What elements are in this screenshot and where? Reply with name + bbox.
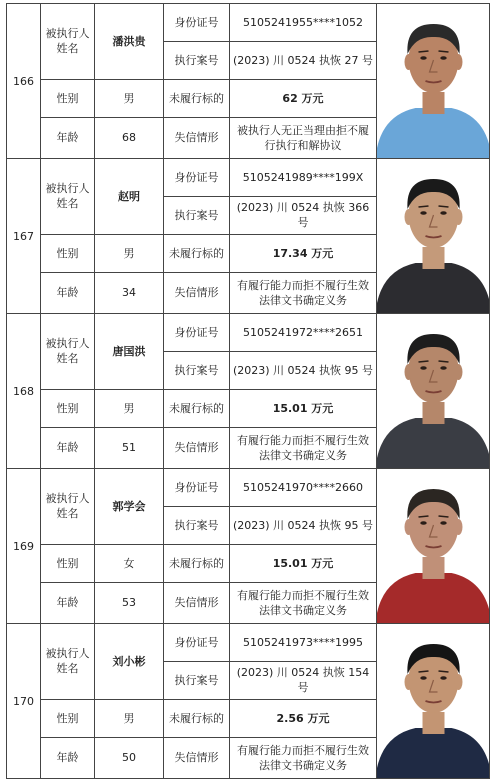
amount-value — [230, 79, 377, 117]
portrait-eye — [420, 521, 426, 525]
person-name-text: 刘小彬 — [112, 654, 146, 668]
name-label-text: 被执行人 姓名 — [45, 337, 90, 366]
record-number-text: 170 — [13, 694, 34, 708]
age-value-text: 34 — [122, 286, 136, 300]
portrait-image — [377, 624, 489, 778]
case-label — [164, 661, 230, 699]
portrait-brow — [439, 206, 449, 207]
situation-label-text: 失信情形 — [174, 131, 219, 145]
situation-value — [230, 737, 377, 778]
case-label-text: 执行案号 — [174, 673, 219, 687]
situation-value — [230, 427, 377, 468]
id-label-text: 身份证号 — [174, 325, 219, 339]
amount-value-text: 2.56 万元 — [276, 711, 330, 725]
record-row — [7, 624, 490, 662]
amount-value — [230, 544, 377, 582]
gender-value-text: 女 — [123, 556, 135, 570]
record-number — [7, 624, 41, 779]
portrait-ear — [455, 519, 463, 535]
situation-label-text: 失信情形 — [174, 596, 219, 610]
gender-value — [95, 544, 164, 582]
situation-value — [230, 272, 377, 313]
gender-label — [41, 79, 95, 117]
amount-label-text: 未履行标的 — [169, 711, 224, 725]
name-label-text: 被执行人 姓名 — [45, 492, 90, 521]
portrait-ear — [405, 209, 413, 225]
person-name — [95, 4, 164, 80]
case-label — [164, 196, 230, 234]
portrait-brow — [419, 671, 429, 672]
name-label — [41, 469, 95, 545]
case-label — [164, 506, 230, 544]
id-label-text: 身份证号 — [174, 635, 219, 649]
amount-label-text: 未履行标的 — [169, 401, 224, 415]
id-label — [164, 624, 230, 662]
record-number — [7, 159, 41, 314]
gender-label-text: 性别 — [56, 711, 79, 725]
portrait-ear — [455, 54, 463, 70]
gender-value — [95, 79, 164, 117]
id-number — [230, 4, 377, 42]
amount-label — [164, 699, 230, 737]
portrait-neck — [423, 712, 445, 734]
id-label — [164, 469, 230, 507]
situation-value — [230, 582, 377, 623]
record-row — [7, 4, 490, 42]
portrait-eye — [440, 676, 446, 680]
name-label — [41, 4, 95, 80]
age-value — [95, 117, 164, 158]
age-label-text: 年龄 — [56, 751, 79, 765]
portrait-neck — [423, 247, 445, 269]
portrait-brow — [419, 516, 429, 517]
portrait-eye — [420, 56, 426, 60]
person-name-text: 赵明 — [118, 189, 140, 203]
portrait-eye — [420, 366, 426, 370]
age-value — [95, 582, 164, 623]
portrait-ear — [455, 364, 463, 380]
portrait-eye — [440, 211, 446, 215]
amount-value — [230, 699, 377, 737]
id-label — [164, 4, 230, 42]
situation-value-text: 被执行人无正当理由拒不履行执行和解协议 — [237, 123, 369, 152]
gender-label-text: 性别 — [56, 401, 79, 415]
person-photo — [377, 314, 490, 469]
id-label-text: 身份证号 — [174, 15, 219, 29]
name-label — [41, 624, 95, 700]
portrait-ear — [455, 209, 463, 225]
age-label — [41, 737, 95, 778]
amount-value-text: 17.34 万元 — [272, 246, 334, 260]
portrait-neck — [423, 92, 445, 114]
situation-label-text: 失信情形 — [174, 751, 219, 765]
gender-label — [41, 544, 95, 582]
portrait-eye — [420, 676, 426, 680]
id-number — [230, 624, 377, 662]
amount-label-text: 未履行标的 — [169, 246, 224, 260]
id-label — [164, 159, 230, 197]
portrait-neck — [423, 557, 445, 579]
id-number-text: 5105241989****199X — [242, 170, 364, 184]
portrait-brow — [419, 361, 429, 362]
case-number-text: (2023) 川 0524 执恢 95 号 — [232, 363, 374, 377]
record-row — [7, 469, 490, 507]
record-number — [7, 469, 41, 624]
age-label-text: 年龄 — [56, 441, 79, 455]
gender-value-text: 男 — [123, 711, 135, 725]
case-number — [230, 351, 377, 389]
portrait-eye — [440, 366, 446, 370]
situation-label-text: 失信情形 — [174, 286, 219, 300]
gender-value — [95, 234, 164, 272]
record-row — [7, 159, 490, 197]
amount-label — [164, 79, 230, 117]
portrait-eye — [420, 211, 426, 215]
gender-label-text: 性别 — [56, 556, 79, 570]
portrait-brow — [419, 206, 429, 207]
case-number-text: (2023) 川 0524 执恢 366 号 — [236, 201, 370, 230]
id-number-text: 5105241970****2660 — [243, 480, 363, 494]
portrait-brow — [439, 516, 449, 517]
name-label-text: 被执行人 姓名 — [45, 647, 90, 676]
person-name-text: 郭学会 — [112, 499, 146, 513]
case-number — [230, 196, 377, 234]
gender-label — [41, 234, 95, 272]
portrait-brow — [439, 361, 449, 362]
record-number-text: 166 — [13, 74, 34, 88]
portrait-svg — [377, 4, 489, 158]
situation-label — [164, 427, 230, 468]
age-value — [95, 737, 164, 778]
amount-label-text: 未履行标的 — [169, 556, 224, 570]
situation-value-text: 有履行能力而拒不履行生效法律文书确定义务 — [237, 743, 369, 772]
situation-label — [164, 737, 230, 778]
person-name — [95, 624, 164, 700]
gender-value-text: 男 — [123, 246, 135, 260]
case-number-text: (2023) 川 0524 执恢 154 号 — [236, 666, 370, 695]
amount-value-text: 62 万元 — [282, 91, 324, 105]
portrait-ear — [405, 519, 413, 535]
portrait-image — [377, 4, 489, 158]
person-name-text: 唐国洪 — [112, 344, 146, 358]
age-value-text: 51 — [122, 441, 136, 455]
record-number-text: 167 — [13, 229, 34, 243]
person-name — [95, 469, 164, 545]
record-number-text: 169 — [13, 539, 34, 553]
id-label — [164, 314, 230, 352]
portrait-image — [377, 469, 489, 623]
name-label — [41, 314, 95, 390]
age-label-text: 年龄 — [56, 286, 79, 300]
name-label-text: 被执行人 姓名 — [45, 182, 90, 211]
case-label-text: 执行案号 — [174, 363, 219, 377]
amount-value — [230, 389, 377, 427]
age-label — [41, 427, 95, 468]
portrait-eye — [440, 56, 446, 60]
portrait-brow — [439, 671, 449, 672]
portrait-svg — [377, 469, 489, 623]
situation-value-text: 有履行能力而拒不履行生效法律文书确定义务 — [237, 278, 369, 307]
gender-value — [95, 699, 164, 737]
id-number-text: 5105241955****1052 — [243, 15, 363, 29]
case-number-text: (2023) 川 0524 执恢 27 号 — [232, 53, 374, 67]
case-number — [230, 41, 377, 79]
portrait-eye — [440, 521, 446, 525]
id-number-text: 5105241972****2651 — [243, 325, 363, 339]
age-value — [95, 427, 164, 468]
person-photo — [377, 469, 490, 624]
age-label-text: 年龄 — [56, 131, 79, 145]
person-photo — [377, 159, 490, 314]
amount-label-text: 未履行标的 — [169, 91, 224, 105]
gender-label-text: 性别 — [56, 246, 79, 260]
dishonest-persons-table — [6, 3, 490, 779]
gender-label — [41, 389, 95, 427]
age-value — [95, 272, 164, 313]
situation-value-text: 有履行能力而拒不履行生效法律文书确定义务 — [237, 433, 369, 462]
case-label — [164, 351, 230, 389]
record-number — [7, 4, 41, 159]
gender-label — [41, 699, 95, 737]
case-label-text: 执行案号 — [174, 518, 219, 532]
case-number — [230, 506, 377, 544]
case-label-text: 执行案号 — [174, 208, 219, 222]
person-photo — [377, 4, 490, 159]
situation-label-text: 失信情形 — [174, 441, 219, 455]
gender-value — [95, 389, 164, 427]
age-label — [41, 272, 95, 313]
situation-label — [164, 117, 230, 158]
record-row — [7, 314, 490, 352]
name-label — [41, 159, 95, 235]
amount-value-text: 15.01 万元 — [272, 401, 334, 415]
name-label-text: 被执行人 姓名 — [45, 27, 90, 56]
amount-label — [164, 389, 230, 427]
gender-value-text: 男 — [123, 91, 135, 105]
portrait-ear — [405, 674, 413, 690]
id-number — [230, 469, 377, 507]
gender-value-text: 男 — [123, 401, 135, 415]
amount-label — [164, 544, 230, 582]
portrait-svg — [377, 624, 489, 778]
portrait-ear — [405, 364, 413, 380]
record-number-text: 168 — [13, 384, 34, 398]
age-value-text: 50 — [122, 751, 136, 765]
age-value-text: 53 — [122, 596, 136, 610]
id-number — [230, 314, 377, 352]
portrait-brow — [439, 51, 449, 52]
situation-value-text: 有履行能力而拒不履行生效法律文书确定义务 — [237, 588, 369, 617]
age-label — [41, 582, 95, 623]
portrait-image — [377, 314, 489, 468]
id-label-text: 身份证号 — [174, 170, 219, 184]
portrait-ear — [455, 674, 463, 690]
age-label — [41, 117, 95, 158]
portrait-svg — [377, 314, 489, 468]
person-name-text: 潘洪贵 — [112, 34, 146, 48]
amount-label — [164, 234, 230, 272]
id-number-text: 5105241973****1995 — [243, 635, 363, 649]
amount-value-text: 15.01 万元 — [272, 556, 334, 570]
case-number — [230, 661, 377, 699]
portrait-brow — [419, 51, 429, 52]
age-label-text: 年龄 — [56, 596, 79, 610]
age-value-text: 68 — [122, 131, 136, 145]
case-label-text: 执行案号 — [174, 53, 219, 67]
case-number-text: (2023) 川 0524 执恢 95 号 — [232, 518, 374, 532]
person-name — [95, 159, 164, 235]
portrait-ear — [405, 54, 413, 70]
situation-value — [230, 117, 377, 158]
portrait-image — [377, 159, 489, 313]
portrait-neck — [423, 402, 445, 424]
amount-value — [230, 234, 377, 272]
case-label — [164, 41, 230, 79]
person-photo — [377, 624, 490, 779]
id-number — [230, 159, 377, 197]
id-label-text: 身份证号 — [174, 480, 219, 494]
portrait-svg — [377, 159, 489, 313]
person-name — [95, 314, 164, 390]
situation-label — [164, 582, 230, 623]
record-number — [7, 314, 41, 469]
gender-label-text: 性别 — [56, 91, 79, 105]
situation-label — [164, 272, 230, 313]
